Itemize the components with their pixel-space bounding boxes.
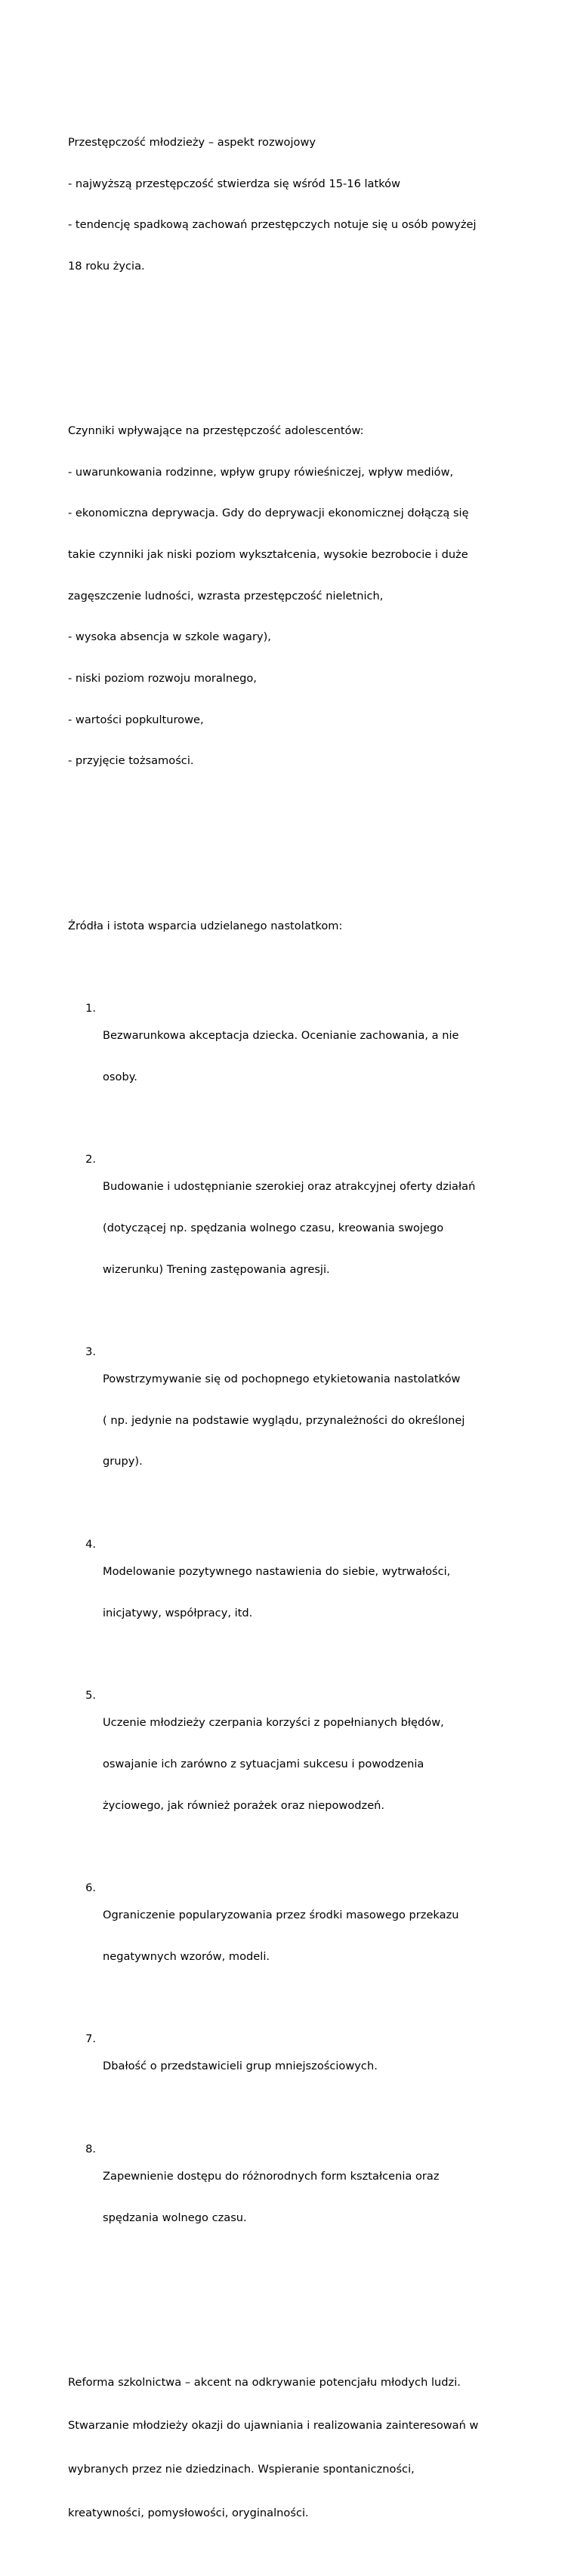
list-item-text: spędzania wolnego czasu. xyxy=(103,2211,247,2224)
text-line: kreatywności, pomysłowości, oryginalności. xyxy=(68,2506,309,2519)
list-item xyxy=(68,2128,514,2252)
list-item-text: Budowanie i udostępnianie szerokiej oraz atrakcyjnej oferty działań xyxy=(103,1180,476,1194)
list-item-text: (dotyczącej np. spędzania wolnego czasu, kreowania swojego xyxy=(103,1222,444,1235)
text-line: - tendencję spadkową zachowań przestępczych notuje się u osób powyżej xyxy=(68,218,477,232)
list-item xyxy=(68,1524,514,1648)
list-item-text: wizerunku) Trening zastępowania agresji. xyxy=(103,1262,330,1276)
text-line: - wartości popkulturowe, xyxy=(68,713,204,726)
list-number: 6. xyxy=(85,1881,96,1894)
list-item xyxy=(68,1332,514,1496)
text-line: - najwyższą przestępczość stwierdza się wśród 15-16 latków xyxy=(68,177,401,190)
list-number: 3. xyxy=(85,1345,96,1358)
section-support-title: Źródła i istota wsparcia udzielanego nastolatkom: xyxy=(68,919,343,932)
text-line: - uwarunkowania rodzinne, wpływ grupy rówieśniczej, wpływ mediów, xyxy=(68,465,454,479)
text-line: takie czynniki jak niski poziom wykształcenia, wysokie bezrobocie i duże xyxy=(68,548,468,562)
list-item xyxy=(68,1868,514,1992)
paragraph-gap xyxy=(68,342,514,356)
list-item-text: ( np. jedynie na podstawie wyglądu, przynależności do określonej xyxy=(103,1413,465,1427)
support-list xyxy=(68,960,514,2280)
list-item xyxy=(68,1675,514,1840)
text-line: - ekonomiczna deprywacja. Gdy do deprywacji ekonomicznej dołączą się xyxy=(68,507,469,520)
text-line: Reforma szkolnictwa – akcent na odkrywanie potencjału młodych ludzi. xyxy=(68,2376,461,2390)
list-number: 1. xyxy=(85,1001,96,1015)
list-item-text: Dbałość o przedstawicieli grup mniejszościowych. xyxy=(103,2060,378,2073)
list-item-text: Zapewnienie dostępu do różnorodnych form kształcenia oraz xyxy=(103,2170,440,2183)
text-line: - niski poziom rozwoju moralnego, xyxy=(68,671,257,685)
section-support xyxy=(68,892,514,2307)
list-item xyxy=(68,988,514,1112)
document-page xyxy=(68,67,514,2576)
text-line: - wysoka absencja w szkole wagary), xyxy=(68,630,271,644)
list-number: 8. xyxy=(85,2142,96,2155)
paragraph-gap xyxy=(68,837,514,850)
text-line: - przyjęcie tożsamości. xyxy=(68,754,194,768)
list-item-text: Bezwarunkowa akceptacja dziecka. Ocenianie zachowania, a nie xyxy=(103,1029,459,1043)
list-item-text: oswajanie ich zarówno z sytuacjami sukcesu i powodzenia xyxy=(103,1757,424,1770)
list-number: 4. xyxy=(85,1537,96,1551)
list-number: 5. xyxy=(85,1688,96,1702)
list-item-text: Ograniczenie popularyzowania przez środki masowego przekazu xyxy=(103,1909,459,1922)
text-line: zagęszczenie ludności, wzrasta przestępczość nieletnich, xyxy=(68,589,384,602)
list-item-text: Uczenie młodzieży czerpania korzyści z popełnianych błędów, xyxy=(103,1716,444,1730)
list-number: 2. xyxy=(85,1153,96,1166)
list-item-text: Powstrzymywanie się od pochopnego etykietowania nastolatków xyxy=(103,1373,461,1386)
section-development xyxy=(68,109,514,301)
section-factors xyxy=(68,397,514,796)
section-development-title: Przestępczość młodzieży – aspekt rozwojowy xyxy=(68,136,316,149)
list-item-text: życiowego, jak również porażek oraz niepowodzeń. xyxy=(103,1798,385,1812)
text-line: Stwarzanie młodzieży okazji do ujawniania i realizowania zainteresowań w xyxy=(68,2418,479,2432)
text-line: 18 roku życia. xyxy=(68,259,145,273)
text-line: wybranych przez nie dziedzinach. Wspieranie spontaniczności, xyxy=(68,2462,415,2476)
section-factors-title: Czynniki wpływające na przestępczość adolescentów: xyxy=(68,424,364,438)
list-item-text: grupy). xyxy=(103,1455,143,1468)
list-item-text: negatywnych wzorów, modeli. xyxy=(103,1949,270,1963)
list-item-text: Modelowanie pozytywnego nastawienia do siebie, wytrwałości, xyxy=(103,1565,451,1579)
list-item-text: inicjatywy, współpracy, itd. xyxy=(103,1606,253,1619)
list-number: 7. xyxy=(85,2032,96,2046)
list-item xyxy=(68,2019,514,2101)
list-item-text: osoby. xyxy=(103,1070,137,1083)
list-item xyxy=(68,1139,514,1304)
section-reform xyxy=(68,2349,514,2549)
